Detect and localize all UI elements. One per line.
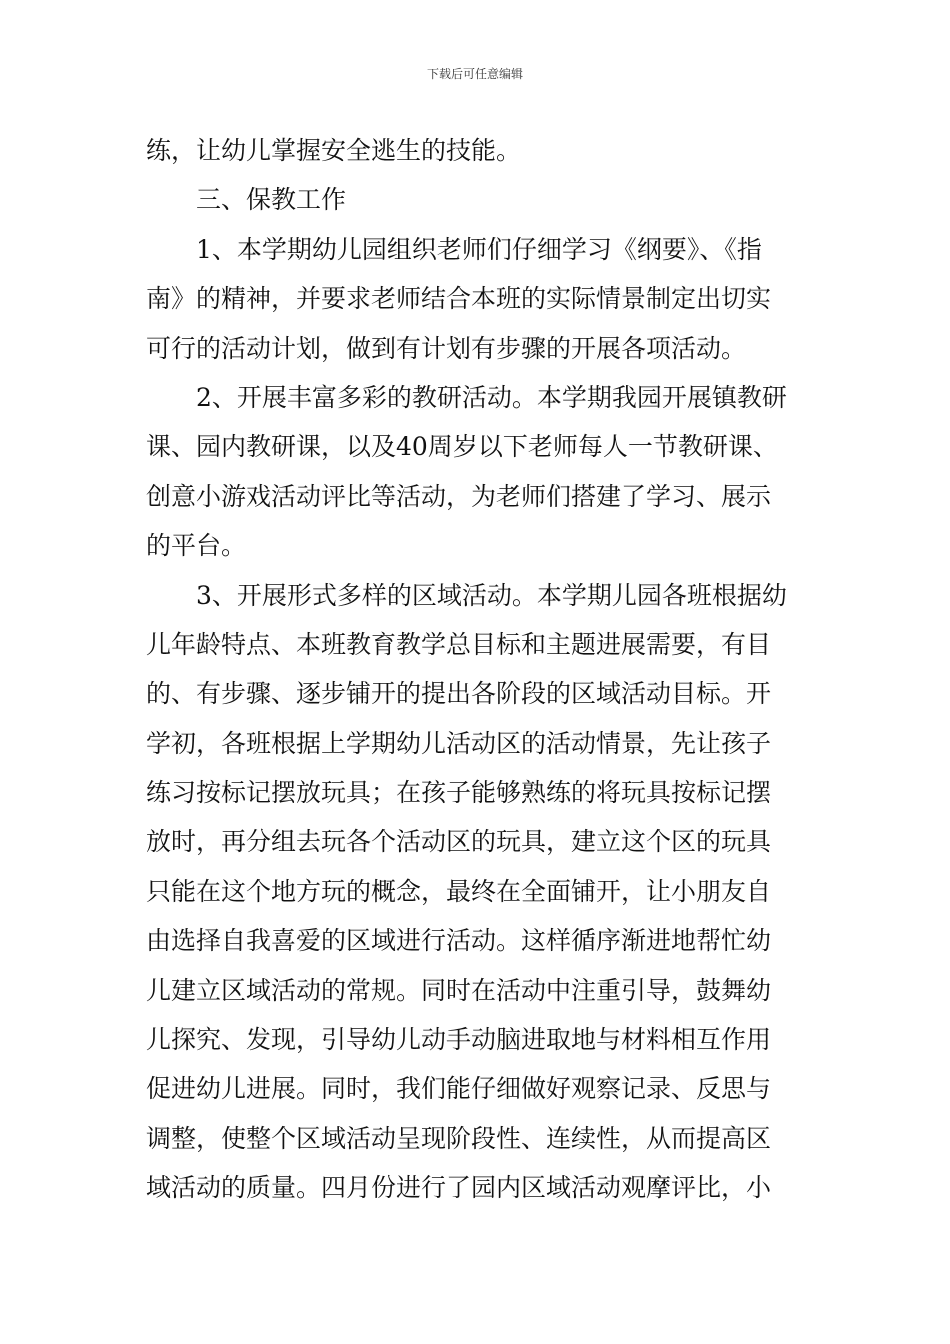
text-line: 课、园内教研课，以及40周岁以下老师每人一节教研课、 bbox=[146, 432, 778, 462]
text-line: 儿建立区域活动的常规。同时在活动中注重引导，鼓舞幼 bbox=[146, 975, 772, 1005]
text-line: 儿年龄特点、本班教育教学总目标和主题进展需要，有目 bbox=[146, 629, 772, 659]
text-line: 放时，再分组去玩各个活动区的玩具，建立这个区的玩具 bbox=[146, 827, 772, 857]
section-heading: 三、保教工作 bbox=[196, 185, 347, 215]
text-line: 儿探究、发现，引导幼儿动手动脑进取地与材料相互作用 bbox=[146, 1025, 772, 1055]
page-header-note: 下载后可任意编辑 bbox=[426, 67, 523, 81]
text-line: 域活动的质量。四月份进行了园内区域活动观摩评比，小 bbox=[146, 1173, 772, 1203]
paragraph-start: 2、开展丰富多彩的教研活动。本学期我园开展镇教研 bbox=[196, 382, 787, 412]
paragraph-start: 1、本学期幼儿园组织老师们仔细学习《纲要》、《指 bbox=[196, 234, 762, 264]
text-line: 调整，使整个区域活动呈现阶段性、连续性，从而提高区 bbox=[146, 1123, 772, 1153]
text-line: 促进幼儿进展。同时，我们能仔细做好观察记录、反思与 bbox=[146, 1074, 772, 1104]
text-line: 只能在这个地方玩的概念，最终在全面铺开，让小朋友自 bbox=[146, 876, 772, 906]
text-line: 可行的活动计划，做到有计划有步骤的开展各项活动。 bbox=[146, 333, 747, 363]
text-line: 的平台。 bbox=[146, 531, 247, 561]
text-line: 练，让幼儿掌握安全逃生的技能。 bbox=[146, 136, 522, 165]
text-line: 创意小游戏活动评比等活动，为老师们搭建了学习、展示 bbox=[146, 481, 772, 511]
paragraph-start: 3、开展形式多样的区域活动。本学期儿园各班根据幼 bbox=[196, 580, 787, 610]
text-line: 练习按标记摆放玩具；在孩子能够熟练的将玩具按标记摆 bbox=[146, 778, 772, 808]
text-line: 由选择自我喜爱的区域进行活动。这样循序渐进地帮忙幼 bbox=[146, 926, 772, 956]
text-line: 南》的精神，并要求老师结合本班的实际情景制定出切实 bbox=[146, 284, 772, 314]
text-line: 的、有步骤、逐步铺开的提出各阶段的区域活动目标。开 bbox=[146, 679, 772, 709]
text-line: 学初，各班根据上学期幼儿活动区的活动情景，先让孩子 bbox=[146, 728, 772, 758]
document-body bbox=[146, 126, 806, 1213]
